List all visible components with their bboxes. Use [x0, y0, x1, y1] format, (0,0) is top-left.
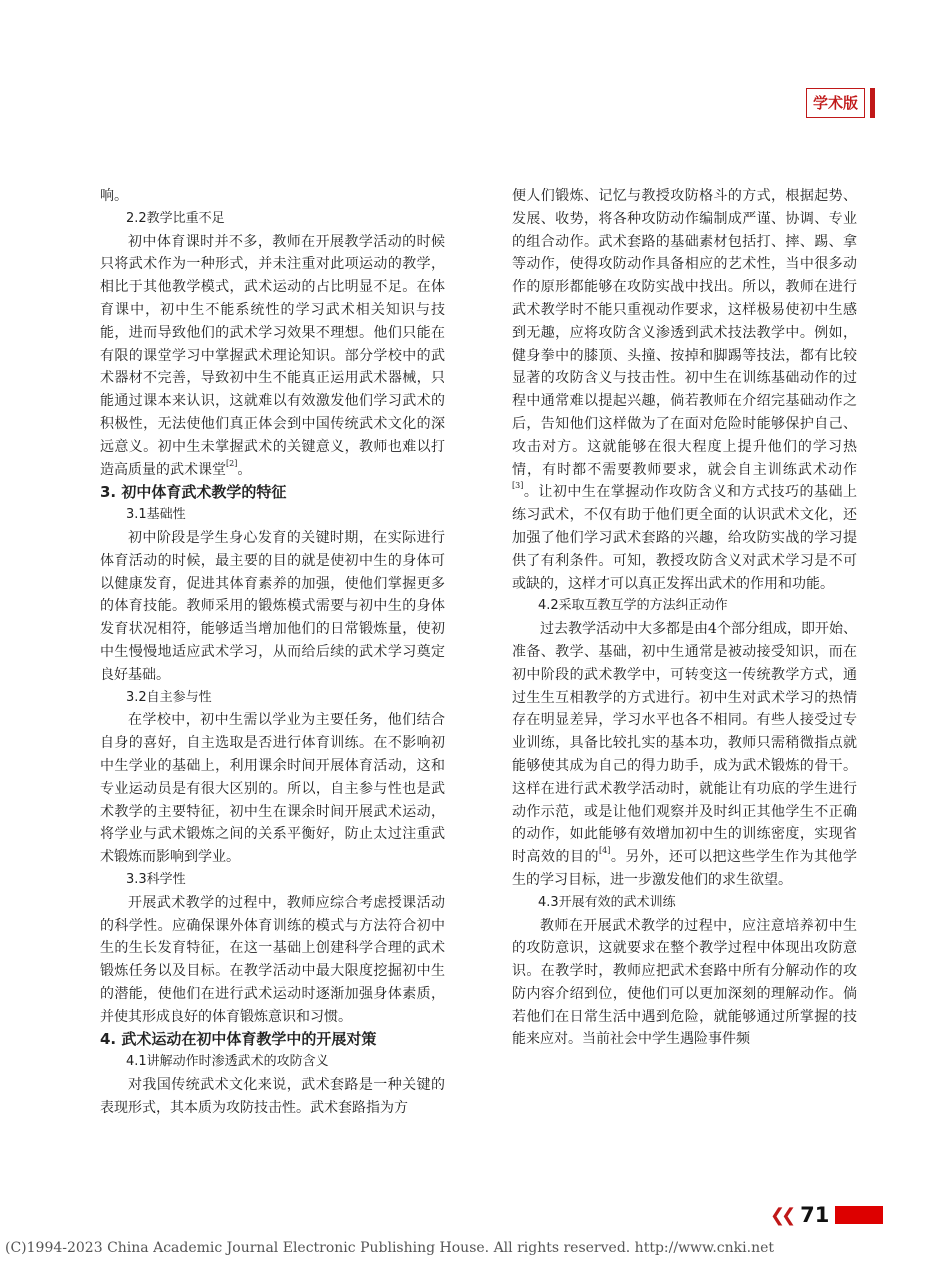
page-number-block: [770, 1204, 883, 1226]
paragraph: 初中阶段是学生身心发育的关键时期，在实际进行体育活动的时候，最主要的目的就是使初中生的身体可以健康发育，促进其体育素养的加强，使他们掌握更多的体育技能。教师采用的锻炼模式需要与初中生的身体发育状况相符，能够适当增加他们的日常锻炼量，使初中生慢慢地适应武术学习，从而给后续的武术学习奠定良好基础。: [100, 529, 445, 683]
citation-ref[interactable]: [2]: [226, 458, 238, 468]
paragraph: 响。: [100, 188, 128, 204]
paragraph: 在学校中，初中生需以学业为主要任务，他们结合自身的喜好，自主选取是否进行体育训练。在不影响初中生学业的基础上，利用课余时间开展体育活动，这和专业运动员是有很大区别的。所以，自主参与性也是武术教学的主要特征，初中生在课余时间开展武术运动，将学业与武术锻炼之间的关系平衡好，防止太过注重武术锻炼而影响到学业。: [100, 712, 445, 866]
section-heading-3-2: 3.2自主参与性: [126, 689, 212, 705]
citation-ref[interactable]: [4]: [599, 846, 611, 856]
page-number: 71: [800, 1203, 830, 1227]
left-column: [100, 185, 445, 1120]
double-chevron-left-icon: ❮❮: [770, 1204, 793, 1226]
paragraph: 过去教学活动中大多都是由4个部分组成，即开始、准备、教学、基础，初中生通常是被动接受知识，而在初中阶段的武术教学中，可转变这一传统教学方式，通过生生互相教学的方式进行。初中生对武术学习的热情存在明显差异，学习水平也各不相同。有些人接受过专业训练，具备比较扎实的基本功，教师只需稍微指点就能够使其成为自己的得力助手，成为武术锻炼的骨干。这样在进行武术教学活动时，就能让有功底的学生进行动作示范，或是让他们观察并及时纠正其他学生不正确的动作，如此能够有效增加初中生的训练密度，实现省时高效的目的[4]。另外，还可以把这些学生作为其他学生的学习目标，进一步激发他们的求生欲望。: [512, 621, 858, 888]
paragraph: 对我国传统武术文化来说，武术套路是一种关键的表现形式，其本质为攻防技击性。武术套路指为方: [100, 1077, 445, 1116]
section-heading-4-1: 4.1讲解动作时渗透武术的攻防含义: [126, 1054, 329, 1070]
right-column: [512, 185, 857, 1051]
section-heading-4: 4. 武术运动在初中体育教学中的开展对策: [100, 1030, 377, 1049]
header-accent-bar: [870, 88, 875, 118]
section-heading-3-1: 3.1基础性: [126, 507, 186, 523]
paragraph: 便人们锻炼、记忆与教授攻防格斗的方式，根据起势、发展、收势，将各种攻防动作编制成严谨、协调、专业的组合动作。武术套路的基础素材包括打、摔、踢、拿等动作，使得攻防动作具备相应的艺术性，当中很多动作的原形都能够在攻防实战中找出。所以，教师在进行武术教学时不能只重视动作要求，这样极易使初中生感到无趣，应将攻防含义渗透到武术技法教学中。例如，健身拳中的膝顶、头撞、按掉和脚踢等技法，都有比较显著的攻防含义与技击性。初中生在训练基础动作的过程中通常难以提起兴趣，倘若教师在介绍完基础动作之后，告知他们这样做为了在面对危险时能够保护自己、攻击对方。这就能够在很大程度上提升他们的学习热情，有时都不需要教师要求，就会自主训练武术动作[3]。让初中生在掌握动作攻防含义和方式技巧的基础上练习武术，不仅有助于他们更全面的认识武术文化，还加强了他们学习武术套路的兴趣，给攻防实战的学习提供了有利条件。可知，教授攻防含义对武术学习是不可或缺的，这样才可以真正发挥出武术的作用和功能。: [512, 188, 857, 592]
copyright-footer: (C)1994-2023 China Academic Journal Electronic Publishing House. All rights reserved. http://www.cnki.net: [5, 1240, 775, 1256]
paragraph: 初中体育课时并不多，教师在开展教学活动的时候只将武术作为一种形式，并未注重对此项运动的教学，相比于其他教学模式，武术运动的占比明显不足。在体育课中，初中生不能系统性的学习武术相关知识与技能，进而导致他们的武术学习效果不理想。他们只能在有限的课堂学习中掌握武术理论知识。部分学校中的武术器材不完善，导致初中生不能真正运用武术器械，只能通过课本来认识，这就难以有效激发他们学习武术的积极性，无法使他们真正体会到中国传统武术文化的深远意义。初中生未掌握武术的关键意义，教师也难以打造高质量的武术课堂[2]。: [100, 233, 445, 478]
paragraph: 开展武术教学的过程中，教师应综合考虑授课活动的科学性。应确保课外体育训练的模式与方法符合初中生的生长发育特征，在这一基础上创建科学合理的武术锻炼任务以及目标。在教学活动中最大限度挖掘初中生的潜能，使他们在进行武术运动时逐渐加强身体素质，并使其形成良好的体育锻炼意识和习惯。: [100, 894, 445, 1025]
section-heading-4-2: 4.2采取互教互学的方法纠正动作: [538, 598, 728, 614]
paragraph: 教师在开展武术教学的过程中，应注意培养初中生的攻防意识，这就要求在整个教学过程中体现出攻防意识。在教学时，教师应把武术套路中所有分解动作的攻防内容介绍到位，使他们可以更加深刻的理解动作。倘若他们在日常生活中遇到危险，就能够通过所掌握的技能来应对。当前社会中学生遇险事件频: [512, 917, 857, 1048]
citation-ref[interactable]: [3]: [512, 481, 524, 491]
section-heading-3: 3. 初中体育武术教学的特征: [100, 483, 287, 502]
section-heading-4-3: 4.3开展有效的武术训练: [538, 894, 676, 910]
section-heading-3-3: 3.3科学性: [126, 871, 186, 887]
section-heading-2-2: 2.2教学比重不足: [126, 210, 225, 226]
page-number-bar: [835, 1206, 883, 1224]
journal-section-badge: 学术版: [806, 88, 865, 118]
